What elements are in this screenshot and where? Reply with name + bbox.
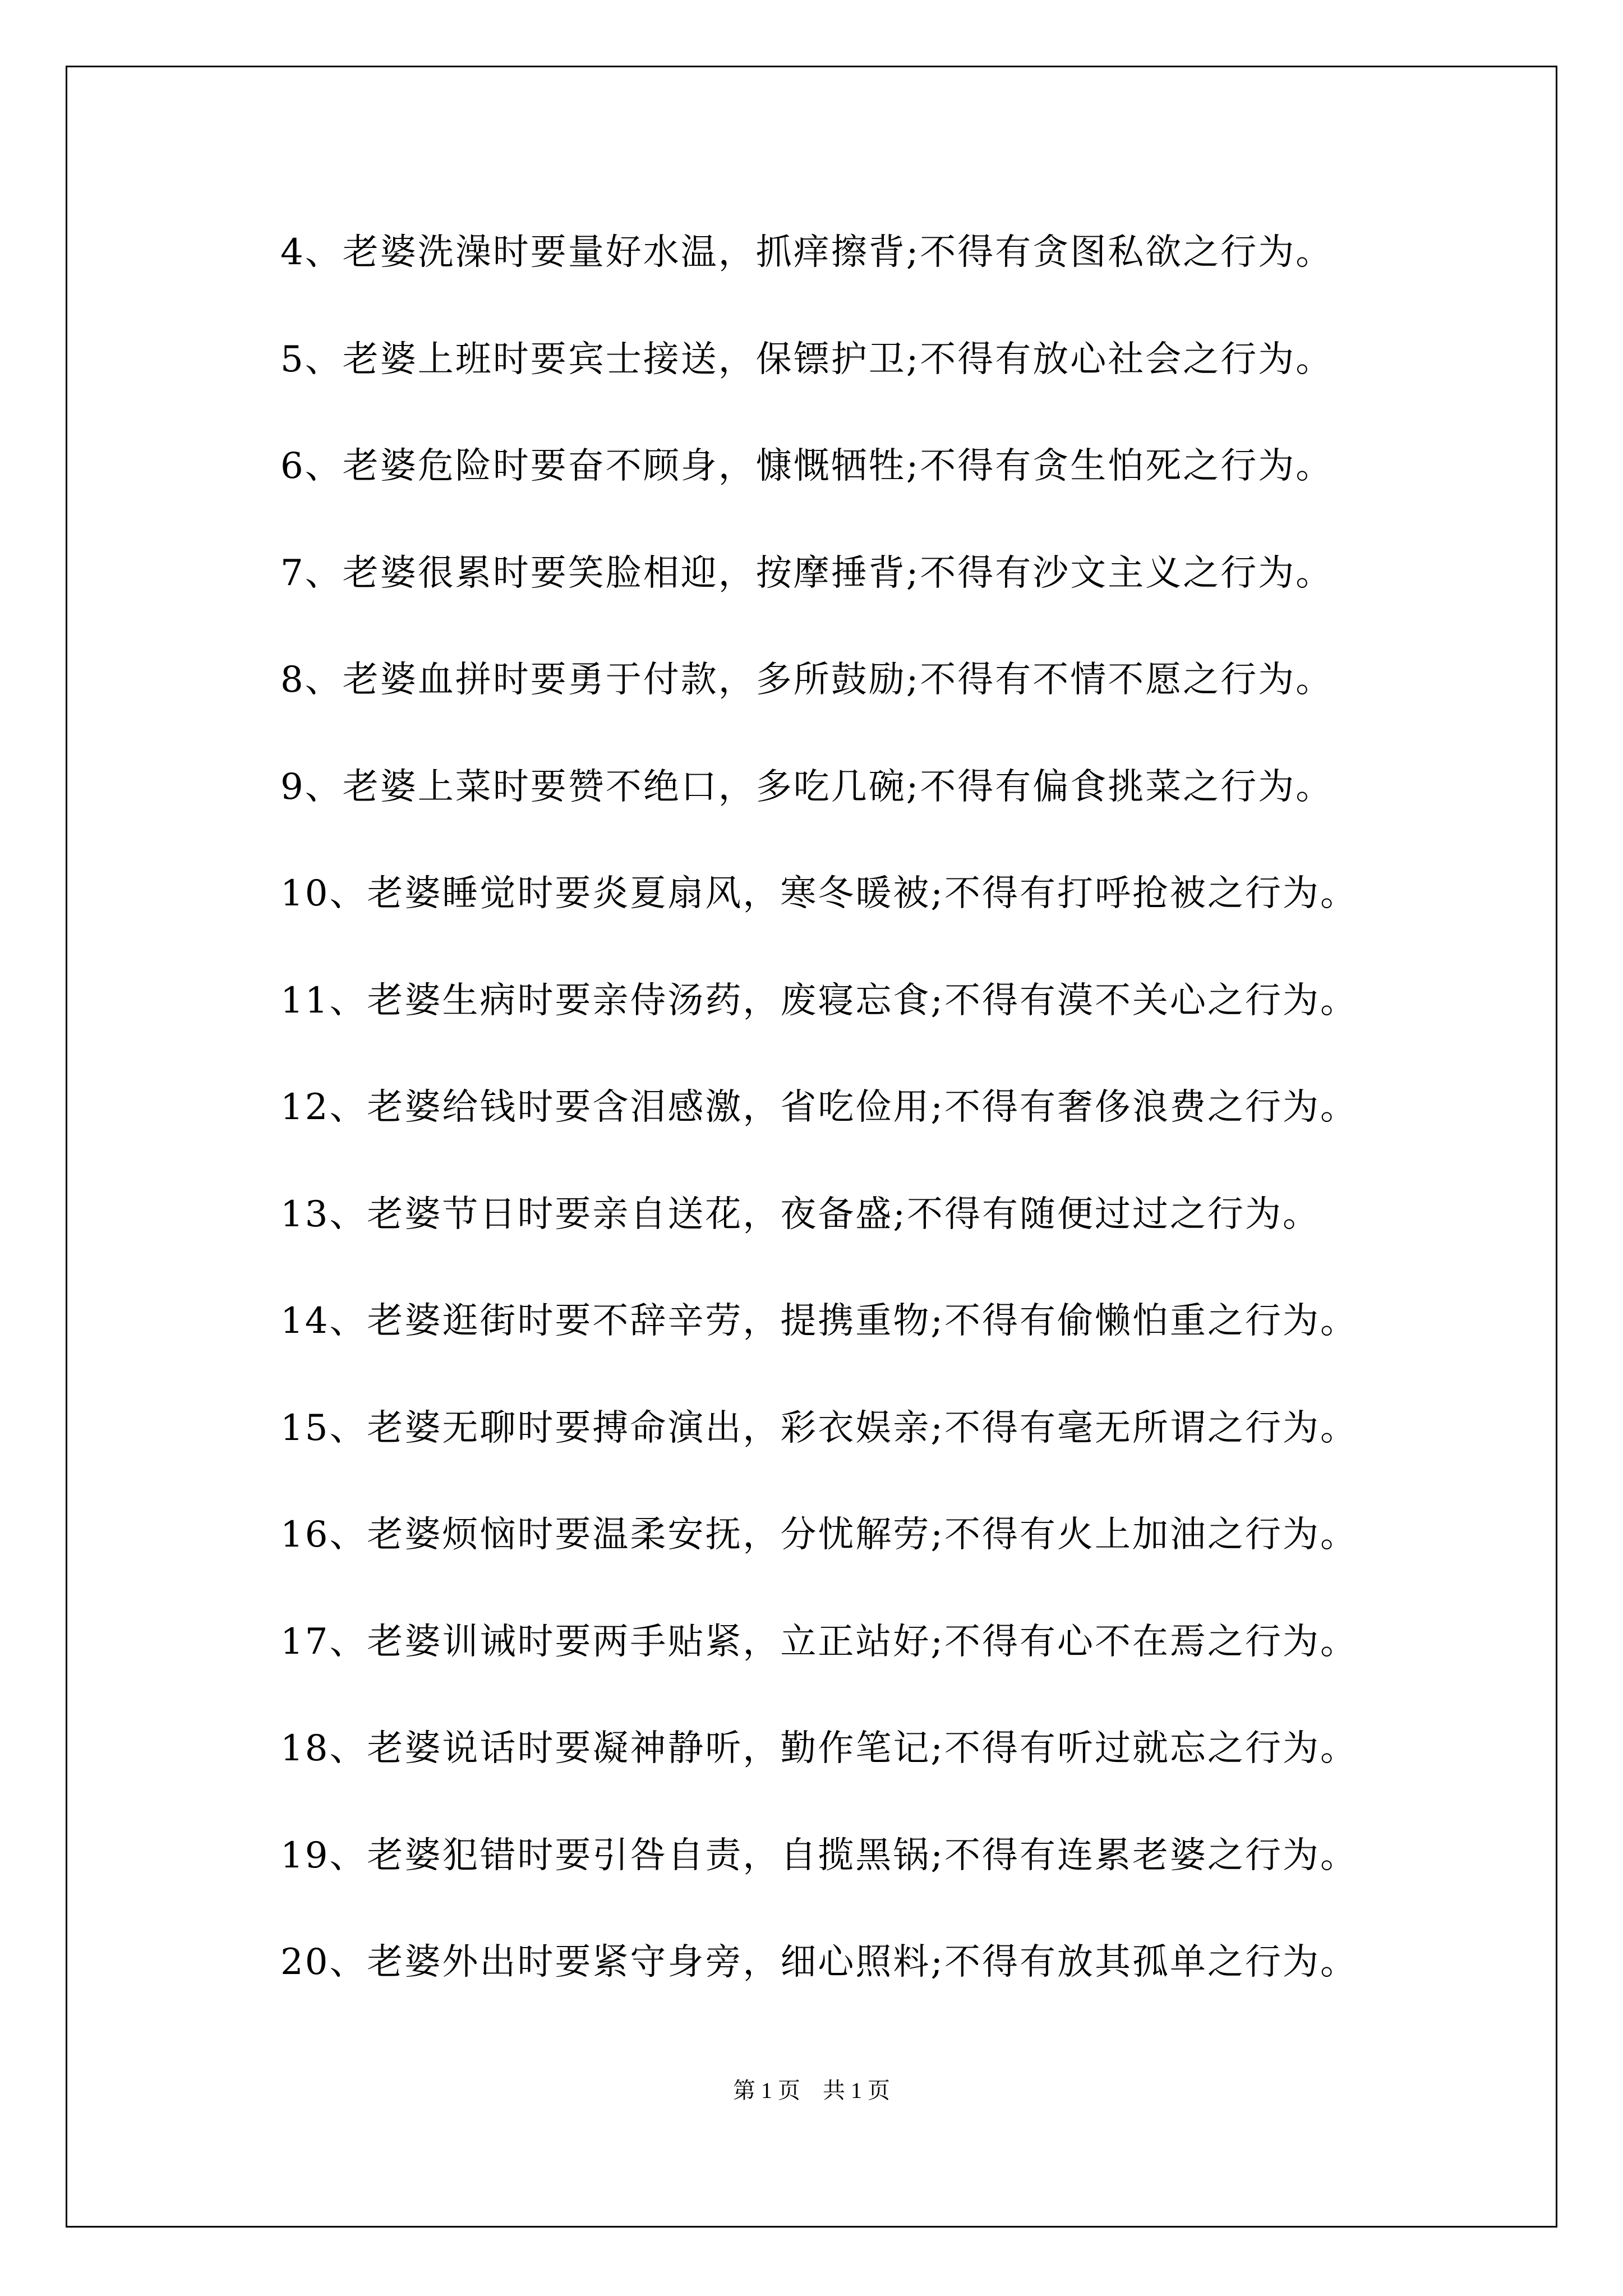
rule-line: 8、老婆血拼时要勇于付款，多所鼓励;不得有不情不愿之行为。 (280, 659, 1334, 701)
rule-line: 19、老婆犯错时要引咎自责，自揽黑锅;不得有连累老婆之行为。 (280, 1834, 1358, 1876)
rule-line: 10、老婆睡觉时要炎夏扇风，寒冬暖被;不得有打呼抢被之行为。 (280, 873, 1358, 914)
rule-line: 7、老婆很累时要笑脸相迎，按摩捶背;不得有沙文主义之行为。 (280, 552, 1334, 594)
rule-line: 5、老婆上班时要宾士接送，保镖护卫;不得有放心社会之行为。 (280, 338, 1334, 380)
rule-line: 20、老婆外出时要紧守身旁，细心照料;不得有放其孤单之行为。 (280, 1941, 1358, 1983)
rule-line: 17、老婆训诫时要两手贴紧，立正站好;不得有心不在焉之行为。 (280, 1621, 1358, 1663)
rule-list (280, 222, 1548, 2039)
rule-line: 9、老婆上菜时要赞不绝口，多吃几碗;不得有偏食挑菜之行为。 (280, 766, 1334, 808)
rule-line: 12、老婆给钱时要含泪感激，省吃俭用;不得有奢侈浪费之行为。 (280, 1087, 1358, 1128)
rule-line: 6、老婆危险时要奋不顾身，慷慨牺牲;不得有贪生怕死之行为。 (280, 445, 1334, 487)
rule-line: 14、老婆逛街时要不辞辛劳，提携重物;不得有偷懒怕重之行为。 (280, 1300, 1358, 1342)
rule-line: 4、老婆洗澡时要量好水温，抓痒擦背;不得有贪图私欲之行为。 (280, 232, 1334, 273)
rule-line: 18、老婆说话时要凝神静听，勤作笔记;不得有听过就忘之行为。 (280, 1728, 1358, 1769)
page-number-footer: 第 1 页 共 1 页 (733, 2078, 890, 2103)
rule-line: 16、老婆烦恼时要温柔安抚，分忧解劳;不得有火上加油之行为。 (280, 1514, 1358, 1556)
rule-line: 15、老婆无聊时要搏命演出，彩衣娱亲;不得有毫无所谓之行为。 (280, 1407, 1358, 1449)
rule-line: 13、老婆节日时要亲自送花，夜备盛;不得有随便过过之行为。 (280, 1193, 1320, 1235)
rule-line: 11、老婆生病时要亲侍汤药，废寝忘食;不得有漠不关心之行为。 (280, 979, 1358, 1022)
